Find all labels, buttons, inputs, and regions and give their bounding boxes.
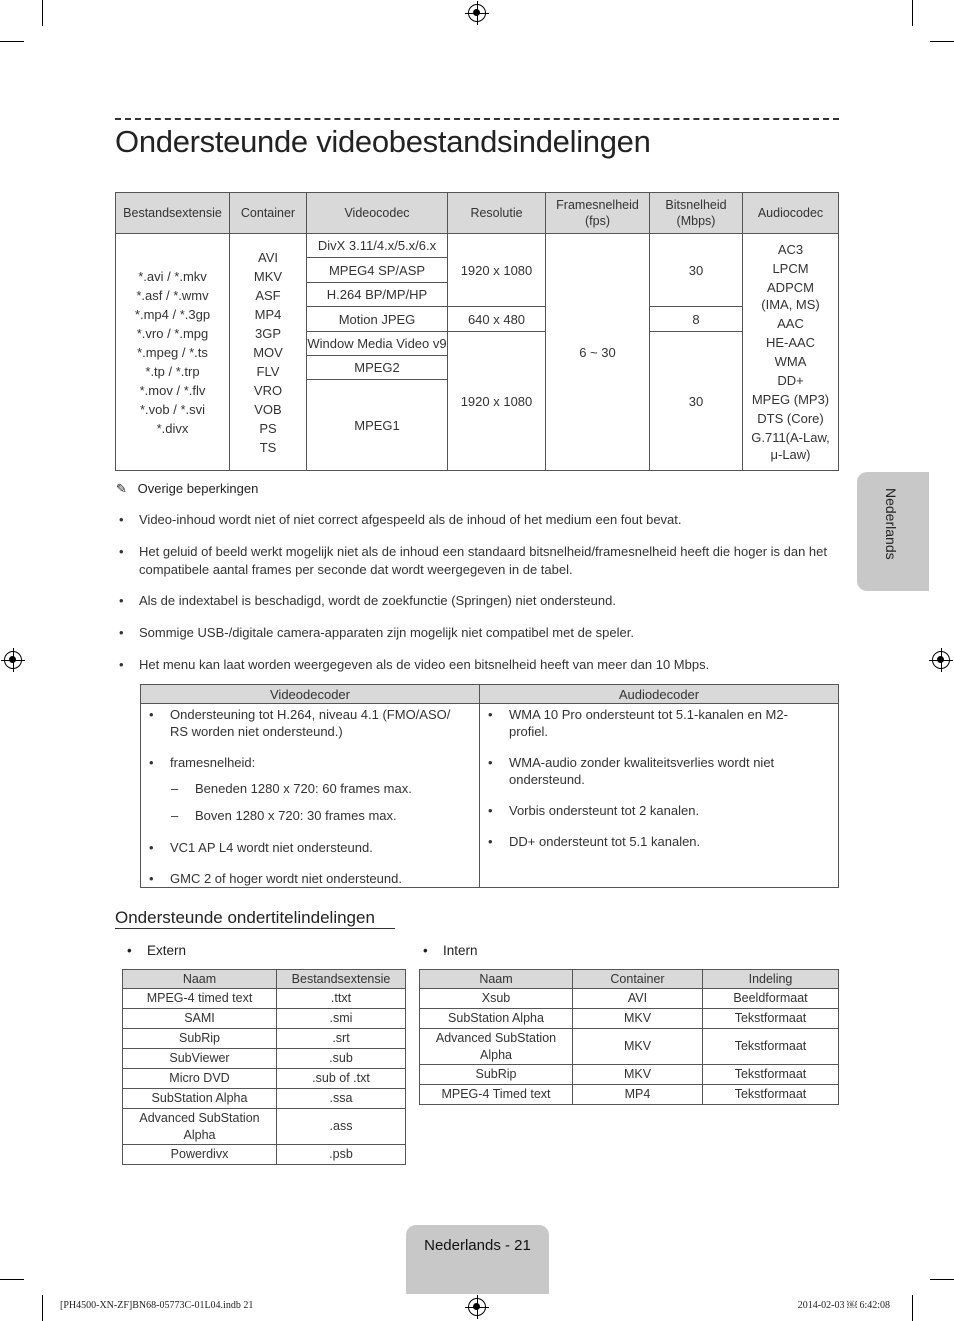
audiodecoder-cell [480,704,839,888]
bitrate-cell: 30 [650,234,743,307]
extern-label: • Extern [147,943,186,958]
header-resolution: Resolutie [448,193,546,234]
table-row: SubViewer .sub [123,1049,406,1069]
header-videodecoder: Videodecoder [141,685,480,704]
list-item: • Het geluid of beeld werkt mogelijk niet als de inhoud een standaard bitsnelheid/framesnelheid heeft die hoger is dan het compatibele aantal frames per seconde dat wordt weergegeven in de tabel. [115,543,839,579]
footer-file: [PH4500-XN-ZF]BN68-05773C-01L04.indb 21 [60,1300,254,1311]
list-item: • VC1 AP L4 wordt niet ondersteund. [141,839,479,856]
list-item: • DD+ ondersteunt tot 5.1 kanalen. [480,833,818,850]
header-bitrate: Bitsnelheid (Mbps) [650,193,743,234]
heading-underline [115,928,395,929]
table-row: SubStation Alpha .ssa [123,1089,406,1109]
table-row: Xsub AVI Beeldformaat [420,989,839,1009]
codec-cell: Window Media Video v9 [307,332,448,356]
list-item: • Video-inhoud wordt niet of niet correct afgespeeld als de inhoud of het medium een fout bevat. [115,511,839,529]
intern-subtitle-table [419,969,839,1105]
table-row: SAMI .smi [123,1009,406,1029]
header-audiodecoder: Audiodecoder [480,685,839,704]
header-naam: Naam [123,970,277,989]
intern-label: • Intern [443,943,478,958]
resolution-cell: 1920 x 1080 [448,332,546,471]
language-side-tab: Nederlands [857,472,929,591]
registration-mark-icon [4,651,22,669]
header-framerate: Framesnelheid (fps) [546,193,650,234]
restrictions-list [115,511,839,674]
header-container: Container [573,970,703,989]
list-item: • GMC 2 of hoger wordt niet ondersteund. [141,870,479,887]
audiocodec-cell: AC3 LPCM ADPCM (IMA, MS) AAC HE-AAC WMA DD+ MPEG (MP3) DTS (Core) G.711(A-Law, μ-Law) [743,234,839,471]
header-container: Container [230,193,307,234]
table-row: MPEG-4 Timed text MP4 Tekstformaat [420,1085,839,1105]
list-item: • WMA 10 Pro ondersteunt tot 5.1-kanalen en M2-profiel. [480,706,818,740]
subtitle-section-heading: Ondersteunde ondertitelindelingen [115,908,375,927]
extern-subtitle-table [122,969,406,1165]
list-item: • WMA-audio zonder kwaliteitsverlies wordt niet ondersteund. [480,754,818,788]
header-videocodec: Videocodec [307,193,448,234]
header-audiocodec: Audiocodec [743,193,839,234]
extensions-cell: *.avi / *.mkv *.asf / *.wmv *.mp4 / *.3gp *.vro / *.mpg *.mpeg / *.ts *.tp / *.trp *.mov / *.flv *.vob / *.svi *.divx [116,234,230,471]
list-item: • Vorbis ondersteunt tot 2 kanalen. [480,802,818,819]
codec-cell: H.264 BP/MP/HP [307,283,448,307]
codec-cell: MPEG2 [307,356,448,380]
resolution-cell: 640 x 480 [448,307,546,332]
title-divider [115,118,839,120]
registration-mark-icon [932,651,950,669]
bitrate-cell: 30 [650,332,743,471]
pencil-note-icon: ✎ [116,481,127,496]
table-row: MPEG-4 timed text .ttxt [123,989,406,1009]
table-row: SubRip MKV Tekstformaat [420,1065,839,1085]
note-title: Overige beperkingen [137,481,259,496]
header-bestandsextensie: Bestandsextensie [277,970,406,989]
list-item: • framesnelheid: – Beneden 1280 x 720: 60 frames max. – Boven 1280 x 720: 30 frames max. [141,754,479,824]
note [116,481,258,497]
decoder-table [140,684,839,888]
video-format-table [115,192,839,471]
list-item: – Boven 1280 x 720: 30 frames max. [170,807,479,824]
list-item: – Beneden 1280 x 720: 60 frames max. [170,780,479,797]
page-title: Ondersteunde videobestandsindelingen [115,124,651,159]
table-row: SubStation Alpha MKV Tekstformaat [420,1009,839,1029]
registration-mark-icon [468,4,486,22]
header-naam: Naam [420,970,573,989]
header-indeling: Indeling [703,970,839,989]
table-row: SubRip .srt [123,1029,406,1049]
videodecoder-cell [141,704,480,888]
list-item: • Als de indextabel is beschadigd, wordt de zoekfunctie (Springen) niet ondersteund. [115,592,839,610]
containers-cell: AVI MKV ASF MP4 3GP MOV FLV VRO VOB PS TS [230,234,307,471]
framerate-cell: 6 ~ 30 [546,234,650,471]
table-row: Powerdivx .psb [123,1145,406,1165]
table-row: Advanced SubStation Alpha MKV Tekstformaat [420,1029,839,1065]
list-item: • Het menu kan laat worden weergegeven als de video een bitsnelheid heeft van meer dan 10 Mbps. [115,656,839,674]
table-row: Micro DVD .sub of .txt [123,1069,406,1089]
list-item: • Ondersteuning tot H.264, niveau 4.1 (FMO/ASO/ RS worden niet ondersteund.) [141,706,479,740]
footer-timestamp: 2014-02-03 ￼ 6:42:08 [797,1300,890,1311]
list-item: • Sommige USB-/digitale camera-apparaten zijn mogelijk niet compatibel met de speler. [115,624,839,642]
header-extension: Bestandsextensie [116,193,230,234]
registration-mark-icon [468,1298,486,1316]
table-row: Advanced SubStation Alpha .ass [123,1109,406,1145]
codec-cell: Motion JPEG [307,307,448,332]
codec-cell: DivX 3.11/4.x/5.x/6.x [307,234,448,258]
resolution-cell: 1920 x 1080 [448,234,546,307]
bitrate-cell: 8 [650,307,743,332]
codec-cell: MPEG1 [307,380,448,471]
page-number-box: Nederlands - 21 [406,1225,549,1294]
codec-cell: MPEG4 SP/ASP [307,258,448,283]
